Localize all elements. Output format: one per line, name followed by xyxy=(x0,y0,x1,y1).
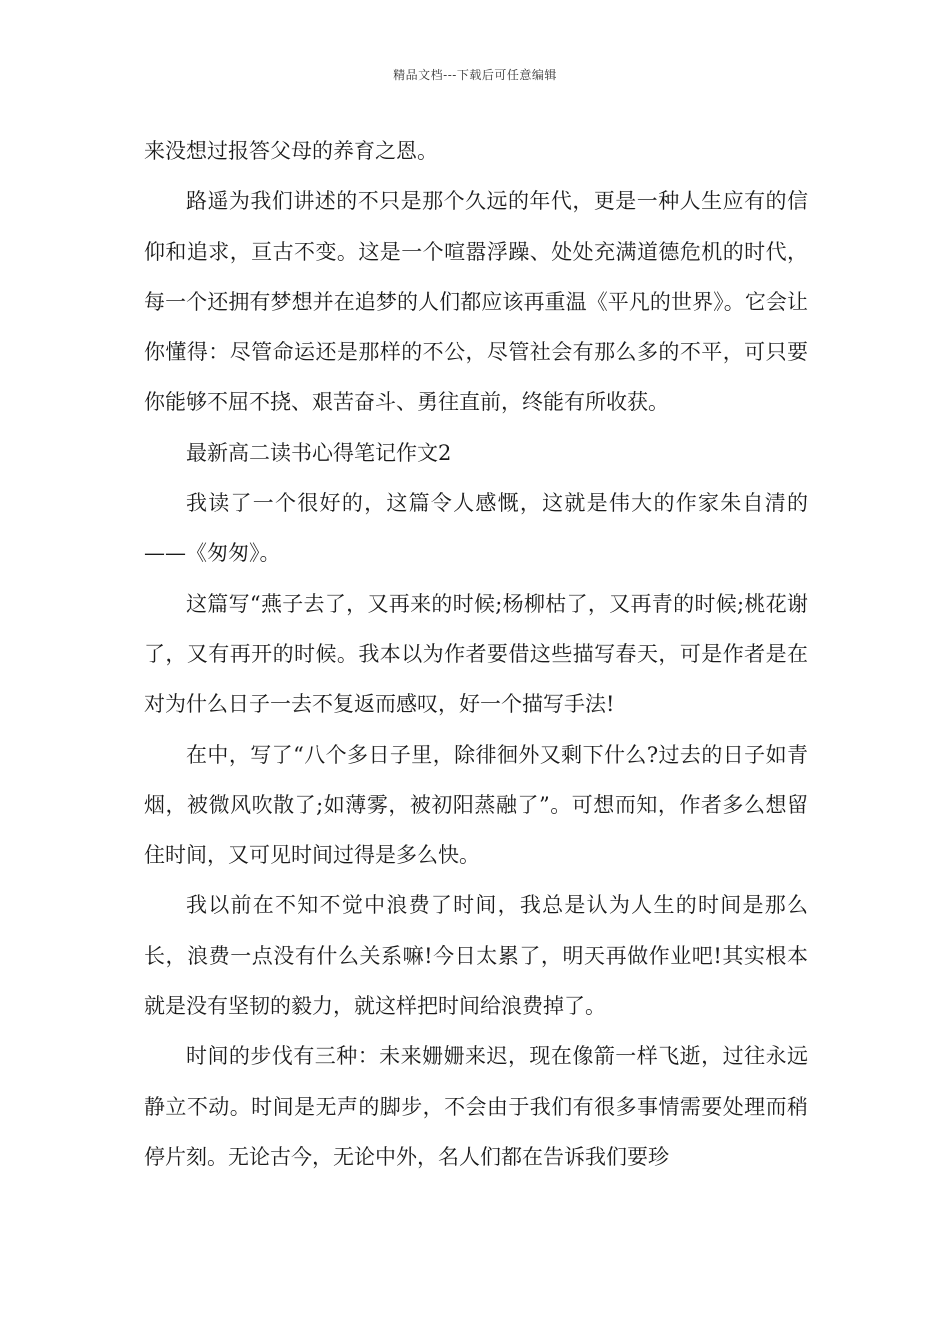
paragraph: 时间的步伐有三种：未来姗姗来迟，现在像箭一样飞逝，过往永远静立不动。时间是无声的脚步，不会由于我们有很多事情需要处理而稍停片刻。无论古今，无论中外，名人们都在告诉我们要珍 xyxy=(144,1044,808,1169)
section-title: 最新高二读书心得笔记作文2 xyxy=(186,440,452,465)
paragraph-continuation: 来没想过报答父母的养育之恩。 xyxy=(144,139,438,163)
paragraph: 这篇写“燕子去了，又再来的时候;杨柳枯了，又再青的时候;桃花谢了，又有再开的时候。我本以为作者要借这些描写春天，可是作者是在对为什么日子一去不复返而感叹，好一个描写手法! xyxy=(144,591,808,717)
page-header: 精品文档---下载后可任意编辑 xyxy=(393,68,557,82)
paragraph: 在中，写了“八个多日子里，除徘徊外又剩下什么?过去的日子如青烟，被微风吹散了;如薄雾，被初阳蒸融了”。可想而知，作者多么想留住时间，又可见时间过得是多么快。 xyxy=(144,742,808,868)
paragraph: 路遥为我们讲述的不只是那个久远的年代，更是一种人生应有的信仰和追求，亘古不变。这是一个喧嚣浮躁、处处充满道德危机的时代，每一个还拥有梦想并在追梦的人们都应该再重温《平凡的世界》。它会让你懂得：尽管命运还是那样的不公，尽管社会有那么多的不平，可只要你能够不屈不挠、艰苦奋斗、勇往直前，终能有所收获。 xyxy=(144,189,808,415)
paragraph: 我以前在不知不觉中浪费了时间，我总是认为人生的时间是那么长，浪费一点没有什么关系嘛!今日太累了，明天再做作业吧!其实根本就是没有坚韧的毅力，就这样把时间给浪费掉了。 xyxy=(144,893,808,1019)
document-body xyxy=(144,126,808,1182)
paragraph: 我读了一个很好的，这篇令人感慨，这就是伟大的作家朱自清的——《匆匆》。 xyxy=(144,491,808,566)
